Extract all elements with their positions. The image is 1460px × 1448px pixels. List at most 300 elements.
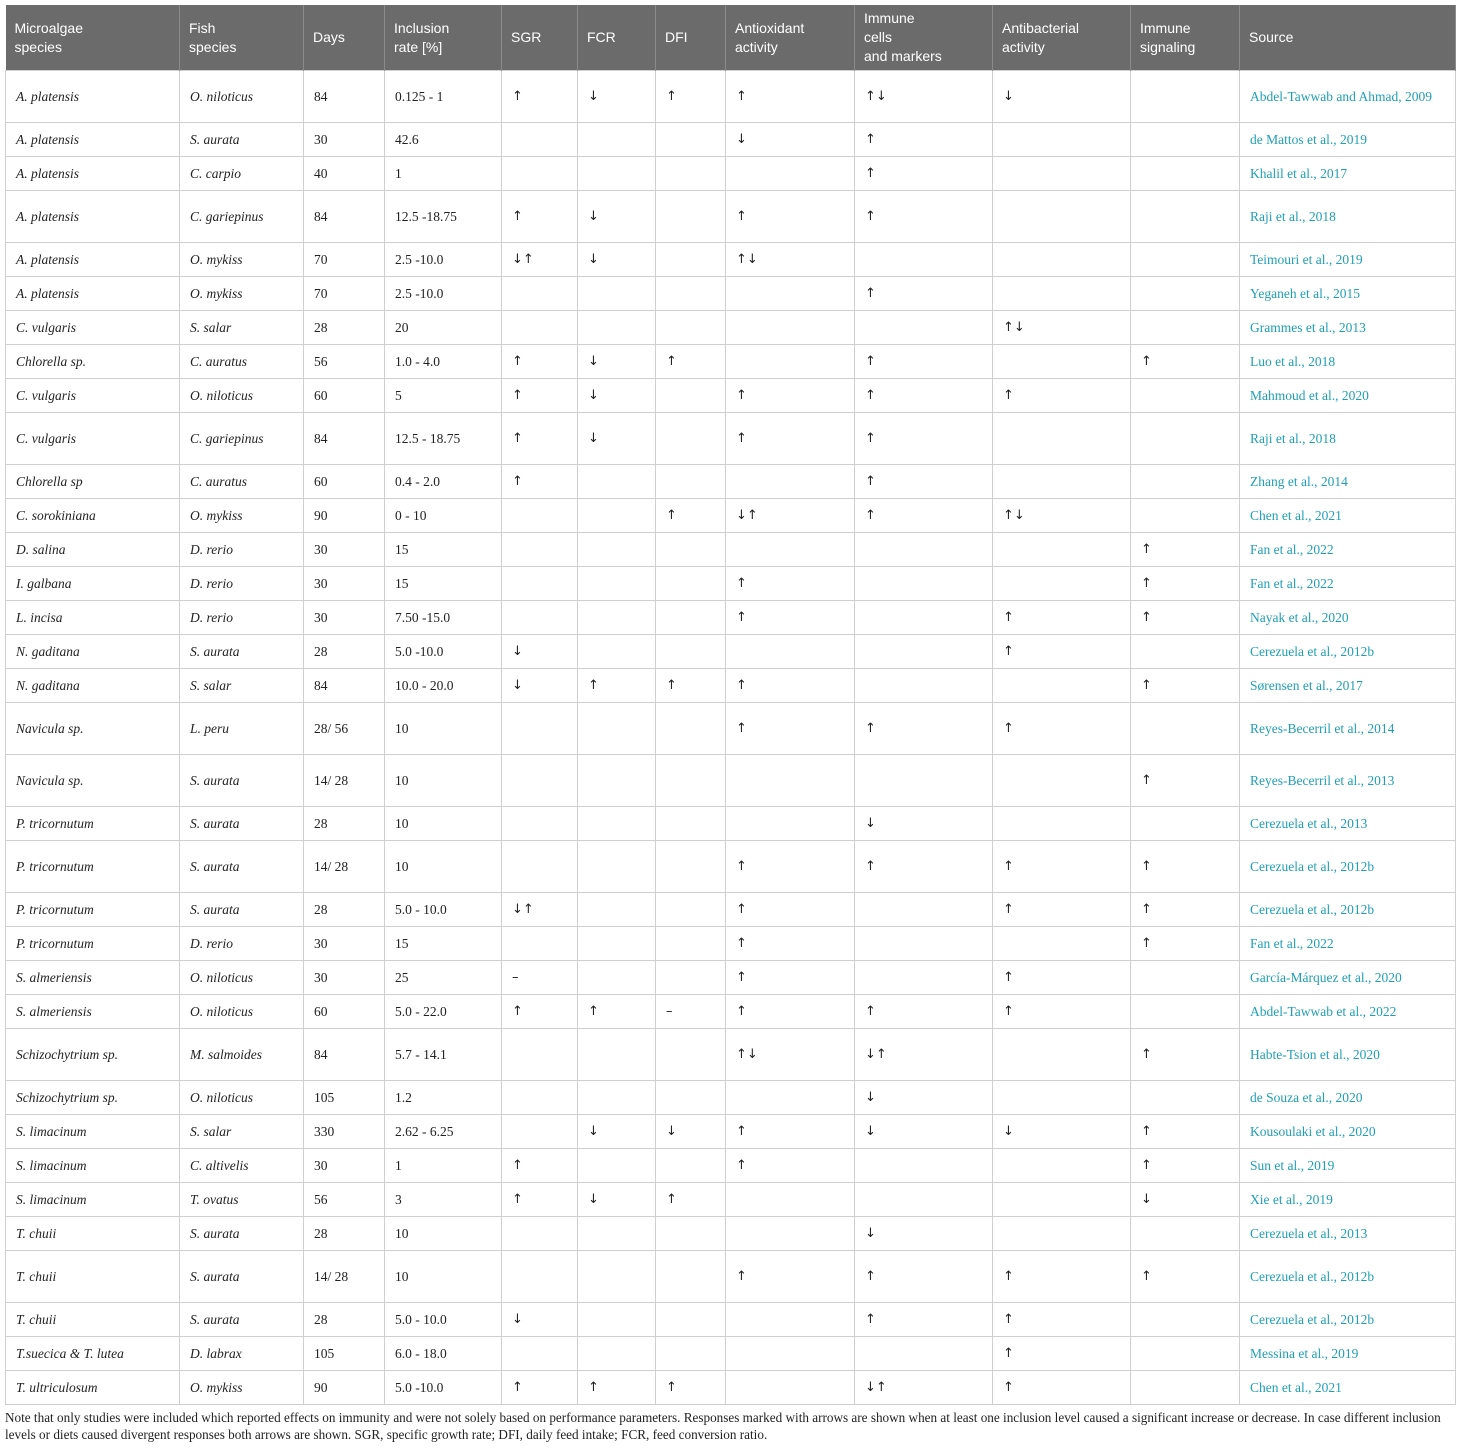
cell-source[interactable]: Nayak et al., 2020 bbox=[1240, 601, 1456, 635]
cell-sgr bbox=[502, 499, 578, 533]
table-row bbox=[6, 893, 1456, 927]
table-row bbox=[6, 1029, 1456, 1081]
cell-sgr bbox=[502, 157, 578, 191]
cell-fcr bbox=[578, 465, 656, 499]
cell-inclusion: 3 bbox=[385, 1183, 502, 1217]
cell-antibacterial bbox=[993, 413, 1131, 465]
cell-sgr bbox=[502, 1081, 578, 1115]
cell-immune-signaling bbox=[1131, 807, 1240, 841]
cell-inclusion: 5.0 -10.0 bbox=[385, 635, 502, 669]
cell-inclusion: 5.0 -10.0 bbox=[385, 1371, 502, 1405]
cell-sgr: ↓ bbox=[502, 669, 578, 703]
cell-immune-cells: ↑ bbox=[855, 465, 993, 499]
cell-antibacterial bbox=[993, 1217, 1131, 1251]
cell-microalgae: Chlorella sp. bbox=[6, 345, 180, 379]
cell-immune-cells: ↑ bbox=[855, 1251, 993, 1303]
cell-inclusion: 0 - 10 bbox=[385, 499, 502, 533]
header-inclusion: Inclusion rate [%] bbox=[385, 5, 502, 71]
cell-antioxidant: ↑ bbox=[726, 1251, 855, 1303]
cell-immune-signaling bbox=[1131, 635, 1240, 669]
table-body bbox=[6, 71, 1456, 1405]
header-immune-signaling: Immune signaling bbox=[1131, 5, 1240, 71]
cell-inclusion: 10 bbox=[385, 1217, 502, 1251]
table-row bbox=[6, 157, 1456, 191]
cell-inclusion: 12.5 - 18.75 bbox=[385, 413, 502, 465]
cell-fcr bbox=[578, 1337, 656, 1371]
cell-immune-cells bbox=[855, 601, 993, 635]
cell-inclusion: 1.0 - 4.0 bbox=[385, 345, 502, 379]
cell-source[interactable]: Reyes-Becerril et al., 2013 bbox=[1240, 755, 1456, 807]
cell-antioxidant bbox=[726, 157, 855, 191]
cell-dfi: ↑ bbox=[656, 1183, 726, 1217]
cell-microalgae: A. platensis bbox=[6, 71, 180, 123]
cell-days: 90 bbox=[304, 499, 385, 533]
cell-fish: O. mykiss bbox=[180, 499, 304, 533]
cell-immune-cells: ↑↓ bbox=[855, 71, 993, 123]
cell-source[interactable]: Sørensen et al., 2017 bbox=[1240, 669, 1456, 703]
cell-microalgae: Schizochytrium sp. bbox=[6, 1081, 180, 1115]
cell-microalgae: T. chuii bbox=[6, 1303, 180, 1337]
table-row bbox=[6, 311, 1456, 345]
cell-antioxidant bbox=[726, 807, 855, 841]
cell-dfi bbox=[656, 277, 726, 311]
cell-antioxidant bbox=[726, 1183, 855, 1217]
cell-inclusion: 5.7 - 14.1 bbox=[385, 1029, 502, 1081]
table-row bbox=[6, 1251, 1456, 1303]
cell-days: 28 bbox=[304, 1303, 385, 1337]
cell-antibacterial bbox=[993, 123, 1131, 157]
cell-antioxidant: ↑ bbox=[726, 191, 855, 243]
cell-sgr: ↓ bbox=[502, 635, 578, 669]
cell-days: 30 bbox=[304, 961, 385, 995]
table-row bbox=[6, 243, 1456, 277]
cell-inclusion: 10 bbox=[385, 841, 502, 893]
cell-days: 28 bbox=[304, 1217, 385, 1251]
cell-antioxidant: ↑ bbox=[726, 703, 855, 755]
cell-antioxidant bbox=[726, 755, 855, 807]
cell-microalgae: Chlorella sp bbox=[6, 465, 180, 499]
cell-immune-signaling bbox=[1131, 499, 1240, 533]
cell-microalgae: P. tricornutum bbox=[6, 841, 180, 893]
cell-immune-signaling bbox=[1131, 243, 1240, 277]
cell-antioxidant bbox=[726, 311, 855, 345]
cell-dfi bbox=[656, 157, 726, 191]
cell-fish: C. gariepinus bbox=[180, 413, 304, 465]
cell-microalgae: Schizochytrium sp. bbox=[6, 1029, 180, 1081]
cell-fish: S. aurata bbox=[180, 1217, 304, 1251]
cell-antioxidant: ↑↓ bbox=[726, 1029, 855, 1081]
table-row bbox=[6, 345, 1456, 379]
cell-immune-signaling: ↑ bbox=[1131, 893, 1240, 927]
cell-days: 30 bbox=[304, 1149, 385, 1183]
cell-dfi bbox=[656, 893, 726, 927]
table-container bbox=[5, 5, 1455, 1405]
cell-immune-signaling bbox=[1131, 157, 1240, 191]
cell-fish: O. mykiss bbox=[180, 243, 304, 277]
cell-source[interactable]: Reyes-Becerril et al., 2014 bbox=[1240, 703, 1456, 755]
cell-source[interactable]: Habte-Tsion et al., 2020 bbox=[1240, 1029, 1456, 1081]
cell-fish: O. mykiss bbox=[180, 277, 304, 311]
cell-antibacterial bbox=[993, 157, 1131, 191]
cell-inclusion: 7.50 -15.0 bbox=[385, 601, 502, 635]
cell-microalgae: I. galbana bbox=[6, 567, 180, 601]
cell-immune-cells: ↑ bbox=[855, 277, 993, 311]
cell-sgr bbox=[502, 1029, 578, 1081]
cell-fcr bbox=[578, 807, 656, 841]
cell-immune-signaling: ↑ bbox=[1131, 841, 1240, 893]
cell-inclusion: 15 bbox=[385, 533, 502, 567]
cell-source[interactable]: Abdel-Tawwab and Ahmad, 2009 bbox=[1240, 71, 1456, 123]
cell-antibacterial: ↑ bbox=[993, 1371, 1131, 1405]
cell-fcr: ↓ bbox=[578, 345, 656, 379]
cell-source[interactable]: Cerezuela et al., 2012b bbox=[1240, 841, 1456, 893]
cell-dfi: ↑ bbox=[656, 1371, 726, 1405]
cell-inclusion: 10 bbox=[385, 703, 502, 755]
cell-antibacterial: ↑↓ bbox=[993, 499, 1131, 533]
cell-days: 90 bbox=[304, 1371, 385, 1405]
cell-immune-signaling bbox=[1131, 413, 1240, 465]
cell-immune-signaling: ↑ bbox=[1131, 1029, 1240, 1081]
cell-source[interactable]: Grammes et al., 2013 bbox=[1240, 311, 1456, 345]
cell-days: 70 bbox=[304, 277, 385, 311]
cell-sgr bbox=[502, 1217, 578, 1251]
cell-sgr bbox=[502, 601, 578, 635]
cell-dfi bbox=[656, 413, 726, 465]
cell-source[interactable]: Kousoulaki et al., 2020 bbox=[1240, 1115, 1456, 1149]
cell-source[interactable]: Teimouri et al., 2019 bbox=[1240, 243, 1456, 277]
table-row bbox=[6, 1371, 1456, 1405]
cell-inclusion: 5.0 - 10.0 bbox=[385, 1303, 502, 1337]
cell-immune-cells: ↑ bbox=[855, 499, 993, 533]
table-row bbox=[6, 927, 1456, 961]
cell-sgr: ↑ bbox=[502, 1149, 578, 1183]
cell-inclusion: 1 bbox=[385, 157, 502, 191]
table-row bbox=[6, 807, 1456, 841]
cell-source[interactable]: Cerezuela et al., 2012b bbox=[1240, 635, 1456, 669]
table-footnote: Note that only studies were included which reported effects on immunity and were not solely based on performance parameters. Responses marked with arrows are shown when at least one inclusion level caused a significant increase or decrease. In case different inclusion levels or diets caused divergent responses both arrows are shown. SGR, specific growth rate; DFI, daily feed intake; FCR, feed conversion ratio. bbox=[5, 1410, 1441, 1442]
cell-microalgae: C. vulgaris bbox=[6, 413, 180, 465]
cell-antioxidant: ↑ bbox=[726, 1149, 855, 1183]
table-row bbox=[6, 1183, 1456, 1217]
cell-inclusion: 1.2 bbox=[385, 1081, 502, 1115]
cell-immune-cells: ↑ bbox=[855, 345, 993, 379]
cell-fcr bbox=[578, 893, 656, 927]
cell-fish: M. salmoides bbox=[180, 1029, 304, 1081]
cell-antibacterial bbox=[993, 191, 1131, 243]
cell-immune-cells bbox=[855, 567, 993, 601]
cell-antioxidant: ↓ bbox=[726, 123, 855, 157]
cell-sgr: ↑ bbox=[502, 465, 578, 499]
cell-sgr bbox=[502, 755, 578, 807]
cell-dfi bbox=[656, 123, 726, 157]
cell-sgr: ↑ bbox=[502, 379, 578, 413]
cell-antioxidant: ↑ bbox=[726, 893, 855, 927]
cell-source[interactable]: Mahmoud et al., 2020 bbox=[1240, 379, 1456, 413]
cell-days: 84 bbox=[304, 71, 385, 123]
cell-immune-signaling: ↑ bbox=[1131, 1149, 1240, 1183]
cell-inclusion: 5.0 - 22.0 bbox=[385, 995, 502, 1029]
cell-antioxidant: ↑ bbox=[726, 1115, 855, 1149]
cell-fcr: ↑ bbox=[578, 669, 656, 703]
cell-fcr bbox=[578, 1081, 656, 1115]
cell-antibacterial: ↑ bbox=[993, 1337, 1131, 1371]
cell-fish: C. carpio bbox=[180, 157, 304, 191]
cell-source[interactable]: Fan et al., 2022 bbox=[1240, 927, 1456, 961]
cell-dfi bbox=[656, 961, 726, 995]
cell-fish: C. gariepinus bbox=[180, 191, 304, 243]
cell-dfi: ↓ bbox=[656, 1115, 726, 1149]
cell-fish: O. niloticus bbox=[180, 995, 304, 1029]
cell-dfi bbox=[656, 567, 726, 601]
cell-immune-cells bbox=[855, 1183, 993, 1217]
cell-inclusion: 25 bbox=[385, 961, 502, 995]
cell-fish: S. aurata bbox=[180, 1303, 304, 1337]
table-row bbox=[6, 841, 1456, 893]
cell-fcr bbox=[578, 1303, 656, 1337]
cell-inclusion: 15 bbox=[385, 567, 502, 601]
cell-source[interactable]: Chen et al., 2021 bbox=[1240, 499, 1456, 533]
cell-immune-cells: ↑ bbox=[855, 703, 993, 755]
cell-days: 56 bbox=[304, 345, 385, 379]
cell-fish: O. mykiss bbox=[180, 1371, 304, 1405]
cell-immune-signaling bbox=[1131, 71, 1240, 123]
cell-days: 56 bbox=[304, 1183, 385, 1217]
cell-fcr bbox=[578, 311, 656, 345]
cell-immune-signaling bbox=[1131, 277, 1240, 311]
table-row bbox=[6, 465, 1456, 499]
cell-immune-cells: ↓ bbox=[855, 1081, 993, 1115]
cell-days: 60 bbox=[304, 465, 385, 499]
table-row bbox=[6, 379, 1456, 413]
table-row bbox=[6, 1149, 1456, 1183]
cell-immune-signaling bbox=[1131, 961, 1240, 995]
cell-immune-cells: ↓↑ bbox=[855, 1371, 993, 1405]
cell-source[interactable]: de Souza et al., 2020 bbox=[1240, 1081, 1456, 1115]
table-row bbox=[6, 71, 1456, 123]
cell-immune-signaling bbox=[1131, 1303, 1240, 1337]
cell-dfi bbox=[656, 807, 726, 841]
cell-immune-cells bbox=[855, 243, 993, 277]
cell-immune-cells bbox=[855, 1149, 993, 1183]
cell-days: 105 bbox=[304, 1337, 385, 1371]
cell-source[interactable]: Cerezuela et al., 2012b bbox=[1240, 1251, 1456, 1303]
cell-source[interactable]: Xie et al., 2019 bbox=[1240, 1183, 1456, 1217]
cell-dfi bbox=[656, 635, 726, 669]
cell-immune-cells: ↓↑ bbox=[855, 1029, 993, 1081]
cell-antibacterial: ↑↓ bbox=[993, 311, 1131, 345]
cell-days: 70 bbox=[304, 243, 385, 277]
cell-inclusion: 0.125 - 1 bbox=[385, 71, 502, 123]
cell-fish: S. salar bbox=[180, 1115, 304, 1149]
cell-antibacterial bbox=[993, 567, 1131, 601]
cell-fcr bbox=[578, 755, 656, 807]
cell-antioxidant bbox=[726, 1337, 855, 1371]
cell-microalgae: P. tricornutum bbox=[6, 807, 180, 841]
table-row bbox=[6, 123, 1456, 157]
cell-inclusion: 10 bbox=[385, 1251, 502, 1303]
table-row bbox=[6, 191, 1456, 243]
cell-fish: O. niloticus bbox=[180, 1081, 304, 1115]
cell-antibacterial bbox=[993, 277, 1131, 311]
cell-microalgae: S. limacinum bbox=[6, 1149, 180, 1183]
cell-immune-cells: ↑ bbox=[855, 379, 993, 413]
cell-dfi bbox=[656, 1303, 726, 1337]
cell-immune-cells bbox=[855, 635, 993, 669]
cell-days: 30 bbox=[304, 123, 385, 157]
cell-source[interactable]: Messina et al., 2019 bbox=[1240, 1337, 1456, 1371]
cell-sgr: – bbox=[502, 961, 578, 995]
cell-antibacterial bbox=[993, 1081, 1131, 1115]
cell-microalgae: T.suecica & T. lutea bbox=[6, 1337, 180, 1371]
cell-fcr bbox=[578, 1251, 656, 1303]
cell-days: 28 bbox=[304, 893, 385, 927]
cell-fish: D. rerio bbox=[180, 533, 304, 567]
cell-source[interactable]: Fan et al., 2022 bbox=[1240, 567, 1456, 601]
cell-sgr: ↑ bbox=[502, 191, 578, 243]
cell-dfi: ↑ bbox=[656, 71, 726, 123]
cell-fcr: ↓ bbox=[578, 379, 656, 413]
cell-fish: S. salar bbox=[180, 311, 304, 345]
cell-days: 28 bbox=[304, 311, 385, 345]
cell-source[interactable]: Cerezuela et al., 2013 bbox=[1240, 1217, 1456, 1251]
cell-source[interactable]: Cerezuela et al., 2013 bbox=[1240, 807, 1456, 841]
cell-antioxidant bbox=[726, 1303, 855, 1337]
cell-dfi: – bbox=[656, 995, 726, 1029]
cell-days: 30 bbox=[304, 533, 385, 567]
header-sgr: SGR bbox=[502, 5, 578, 71]
cell-inclusion: 2.62 - 6.25 bbox=[385, 1115, 502, 1149]
cell-antibacterial: ↑ bbox=[993, 601, 1131, 635]
cell-source[interactable]: de Mattos et al., 2019 bbox=[1240, 123, 1456, 157]
cell-sgr: ↑ bbox=[502, 1371, 578, 1405]
cell-fcr bbox=[578, 123, 656, 157]
cell-immune-cells bbox=[855, 669, 993, 703]
table-row bbox=[6, 1303, 1456, 1337]
cell-immune-cells: ↑ bbox=[855, 157, 993, 191]
cell-dfi: ↑ bbox=[656, 345, 726, 379]
cell-microalgae: Navicula sp. bbox=[6, 755, 180, 807]
cell-fcr bbox=[578, 1029, 656, 1081]
cell-dfi bbox=[656, 841, 726, 893]
cell-dfi bbox=[656, 755, 726, 807]
cell-fish: S. aurata bbox=[180, 841, 304, 893]
cell-fcr bbox=[578, 635, 656, 669]
cell-fish: S. aurata bbox=[180, 123, 304, 157]
header-row bbox=[6, 5, 1456, 71]
cell-sgr: ↑ bbox=[502, 71, 578, 123]
cell-antibacterial: ↑ bbox=[993, 893, 1131, 927]
cell-antioxidant: ↑ bbox=[726, 71, 855, 123]
cell-fcr bbox=[578, 961, 656, 995]
cell-source[interactable]: Luo et al., 2018 bbox=[1240, 345, 1456, 379]
cell-antibacterial bbox=[993, 533, 1131, 567]
cell-immune-cells: ↑ bbox=[855, 841, 993, 893]
cell-fish: S. aurata bbox=[180, 1251, 304, 1303]
cell-fcr bbox=[578, 533, 656, 567]
table-row bbox=[6, 1081, 1456, 1115]
cell-immune-cells: ↑ bbox=[855, 123, 993, 157]
cell-source[interactable]: Chen et al., 2021 bbox=[1240, 1371, 1456, 1405]
cell-immune-signaling: ↑ bbox=[1131, 533, 1240, 567]
header-fish: Fish species bbox=[180, 5, 304, 71]
cell-fish: C. altivelis bbox=[180, 1149, 304, 1183]
cell-inclusion: 15 bbox=[385, 927, 502, 961]
cell-antibacterial: ↑ bbox=[993, 1303, 1131, 1337]
cell-sgr bbox=[502, 841, 578, 893]
cell-immune-signaling bbox=[1131, 1337, 1240, 1371]
cell-source[interactable]: Fan et al., 2022 bbox=[1240, 533, 1456, 567]
cell-microalgae: C. sorokiniana bbox=[6, 499, 180, 533]
cell-fcr: ↓ bbox=[578, 243, 656, 277]
cell-fish: S. salar bbox=[180, 669, 304, 703]
cell-source[interactable]: Cerezuela et al., 2012b bbox=[1240, 893, 1456, 927]
cell-fish: D. rerio bbox=[180, 601, 304, 635]
cell-source[interactable]: Zhang et al., 2014 bbox=[1240, 465, 1456, 499]
table-row bbox=[6, 1217, 1456, 1251]
cell-immune-cells: ↓ bbox=[855, 807, 993, 841]
cell-antibacterial: ↑ bbox=[993, 635, 1131, 669]
cell-source[interactable]: Khalil et al., 2017 bbox=[1240, 157, 1456, 191]
cell-microalgae: P. tricornutum bbox=[6, 893, 180, 927]
cell-source[interactable]: García-Márquez et al., 2020 bbox=[1240, 961, 1456, 995]
cell-microalgae: T. ultriculosum bbox=[6, 1371, 180, 1405]
cell-fish: T. ovatus bbox=[180, 1183, 304, 1217]
cell-fish: D. rerio bbox=[180, 567, 304, 601]
cell-immune-signaling bbox=[1131, 703, 1240, 755]
cell-immune-signaling bbox=[1131, 465, 1240, 499]
cell-dfi bbox=[656, 1337, 726, 1371]
cell-inclusion: 5 bbox=[385, 379, 502, 413]
cell-dfi bbox=[656, 1251, 726, 1303]
header-source: Source bbox=[1240, 5, 1456, 71]
cell-immune-signaling: ↑ bbox=[1131, 1115, 1240, 1149]
cell-antibacterial: ↑ bbox=[993, 995, 1131, 1029]
cell-days: 60 bbox=[304, 995, 385, 1029]
cell-immune-signaling bbox=[1131, 1217, 1240, 1251]
cell-immune-cells bbox=[855, 961, 993, 995]
cell-source[interactable]: Raji et al., 2018 bbox=[1240, 413, 1456, 465]
cell-antioxidant: ↑ bbox=[726, 379, 855, 413]
cell-antibacterial: ↑ bbox=[993, 379, 1131, 413]
cell-source[interactable]: Raji et al., 2018 bbox=[1240, 191, 1456, 243]
cell-source[interactable]: Cerezuela et al., 2012b bbox=[1240, 1303, 1456, 1337]
cell-days: 30 bbox=[304, 567, 385, 601]
cell-immune-signaling: ↑ bbox=[1131, 927, 1240, 961]
cell-dfi bbox=[656, 465, 726, 499]
cell-fish: D. labrax bbox=[180, 1337, 304, 1371]
header-days: Days bbox=[304, 5, 385, 71]
cell-inclusion: 10 bbox=[385, 755, 502, 807]
cell-source[interactable]: Yeganeh et al., 2015 bbox=[1240, 277, 1456, 311]
cell-antioxidant: ↑ bbox=[726, 567, 855, 601]
cell-days: 84 bbox=[304, 413, 385, 465]
cell-fcr: ↑ bbox=[578, 1371, 656, 1405]
cell-fcr: ↓ bbox=[578, 191, 656, 243]
cell-dfi bbox=[656, 311, 726, 345]
cell-sgr bbox=[502, 533, 578, 567]
cell-days: 14/ 28 bbox=[304, 1251, 385, 1303]
cell-sgr: ↓ bbox=[502, 1303, 578, 1337]
cell-microalgae: S. almeriensis bbox=[6, 961, 180, 995]
cell-inclusion: 2.5 -10.0 bbox=[385, 243, 502, 277]
cell-antioxidant bbox=[726, 1081, 855, 1115]
cell-immune-cells bbox=[855, 927, 993, 961]
cell-fcr: ↓ bbox=[578, 413, 656, 465]
cell-immune-signaling: ↓ bbox=[1131, 1183, 1240, 1217]
cell-immune-cells: ↑ bbox=[855, 191, 993, 243]
cell-source[interactable]: Abdel-Tawwab et al., 2022 bbox=[1240, 995, 1456, 1029]
cell-source[interactable]: Sun et al., 2019 bbox=[1240, 1149, 1456, 1183]
